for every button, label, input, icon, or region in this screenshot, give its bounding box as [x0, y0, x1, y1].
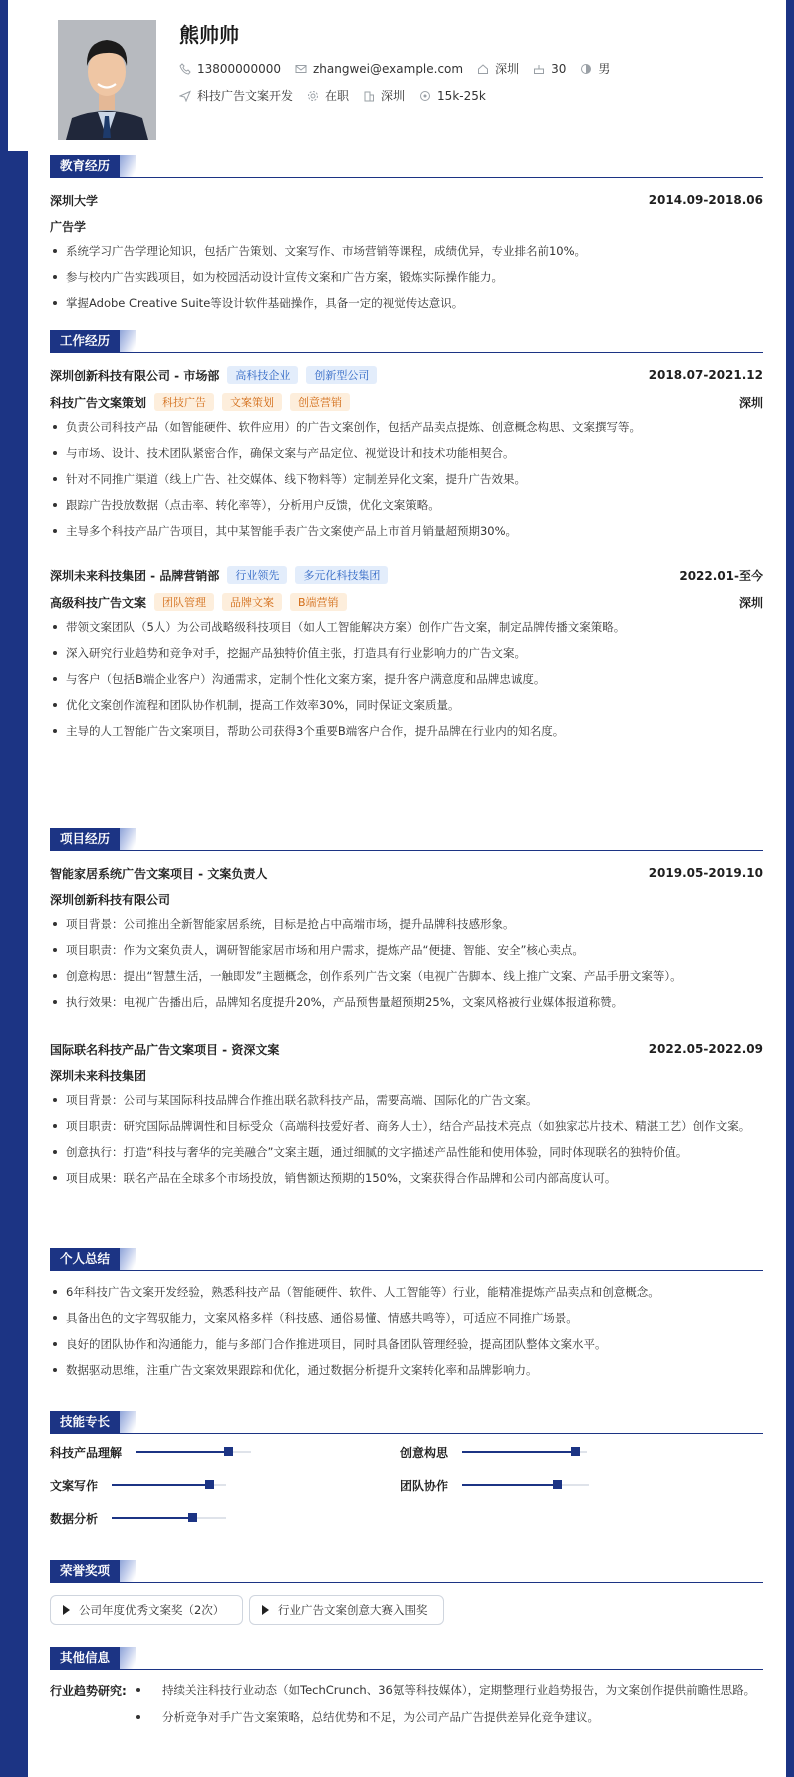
job-1-role: 科技广告文案策划: [50, 395, 147, 410]
skill-knob: [205, 1480, 214, 1489]
list-item: 项目职责：作为文案负责人，调研智能家居市场和用户需求，提炼产品“便捷、智能、安全”核心卖点。: [50, 941, 763, 959]
section-divider: [50, 352, 763, 353]
skills-section-title: [50, 1411, 120, 1433]
list-item: 数据驱动思维，注重广告文案效果跟踪和优化，通过数据分析提升文案转化率和品牌影响力。: [50, 1361, 763, 1379]
email-item: [295, 62, 463, 76]
skill-knob: [188, 1513, 197, 1522]
education-title: 教育经历: [50, 155, 120, 177]
skill-fill: [462, 1484, 557, 1486]
list-item: 创意构思：提出“智慧生活，一触即发”主题概念，创作系列广告文案（电视广告脚本、线上推广文案、产品手册文案等）。: [50, 967, 763, 985]
project-2-period: 2022.05-2022.09: [648, 1042, 763, 1056]
status-item: [307, 87, 349, 104]
skill-label: 数据分析: [50, 1511, 99, 1526]
project-1-org-row: [50, 889, 763, 909]
role-tag: 科技广告: [154, 393, 214, 411]
age-text: 30: [551, 61, 567, 76]
section-divider: [50, 1433, 763, 1434]
position-text: 科技广告文案开发: [197, 89, 294, 103]
trend-research-label: 行业趋势研究:: [50, 1684, 127, 1698]
award-text: 行业广告文案创意大赛入围奖: [278, 1603, 428, 1617]
list-item: 执行效果：电视广告播出后，品牌知名度提升20%，产品预售量超预期25%，文案风格被行业媒体报道称赞。: [50, 993, 763, 1011]
target-city-text: 深圳: [381, 89, 406, 103]
project-1-org: 深圳创新科技有限公司: [50, 892, 171, 907]
list-item: 项目背景：公司推出全新智能家居系统，目标是抢占中高端市场，提升品牌科技感形象。: [50, 915, 763, 933]
role-tag: 品牌文案: [222, 593, 282, 611]
job-intention-row: [179, 87, 500, 104]
list-item: 创意执行：打造“科技与奢华的完美融合”文案主题，通过细腻的文字描述产品性能和使用体验，同时体现联名的独特价值。: [50, 1143, 763, 1161]
email-text: zhangwei@example.com: [312, 61, 464, 76]
skill-label: 文案写作: [50, 1478, 99, 1493]
gender-item: [580, 60, 610, 77]
job-1-city: 深圳: [738, 395, 763, 410]
company-tag: 多元化科技集团: [295, 566, 388, 584]
job-1-company: 深圳创新科技有限公司 - 市场部: [50, 368, 220, 383]
award-text: 公司年度优秀文案奖（2次）: [79, 1603, 225, 1617]
job-2-role: 高级科技广告文案: [50, 595, 147, 610]
job-2-head: [50, 565, 763, 585]
list-item: 主导的人工智能广告文案项目，帮助公司获得3个重要B端客户合作，提升品牌在行业内的知名度。: [50, 722, 763, 740]
role-tag: 团队管理: [154, 593, 214, 611]
job-2-bullets: [50, 618, 763, 748]
section-divider: [50, 1270, 763, 1271]
skill-bar: [462, 1451, 587, 1453]
resume-page: [8, 0, 786, 1777]
list-item: 掌握Adobe Creative Suite等设计软件基础操作，具备一定的视觉传达意识。: [50, 294, 763, 312]
list-item: 带领文案团队（5人）为公司战略级科技项目（如人工智能解决方案）创作广告文案，制定品牌传播文案策略。: [50, 618, 763, 636]
list-item: 6年科技广告文案开发经验，熟悉科技产品（智能硬件、软件、人工智能等）行业，能精准提炼产品卖点和创意概念。: [50, 1283, 763, 1301]
contact-info-row: [179, 60, 624, 77]
list-item: 项目职责：研究国际品牌调性和目标受众（高端科技爱好者、商务人士），结合产品技术亮点（如独家芯片技术、精湛工艺）创作文案。: [50, 1117, 763, 1135]
education-period: 2014.09-2018.06: [648, 193, 763, 207]
location-text: 深圳: [495, 62, 520, 76]
project-2-head: [50, 1039, 763, 1059]
play-icon: [63, 1605, 70, 1615]
summary-bullets: [50, 1283, 763, 1387]
skill-bar: [112, 1517, 226, 1519]
skill-label: 创意构思: [400, 1445, 449, 1460]
list-item: 针对不同推广渠道（线上广告、社交媒体、线下物料等）定制差异化文案，提升广告效果。: [50, 470, 763, 488]
company-tag: 行业领先: [227, 566, 287, 584]
project-2-org: 深圳未来科技集团: [50, 1068, 147, 1083]
project-2-org-row: [50, 1065, 763, 1085]
list-item: 跟踪广告投放数据（点击率、转化率等），分析用户反馈，优化文案策略。: [50, 496, 763, 514]
skill-fill: [112, 1517, 192, 1519]
candidate-name: 熊帅帅: [179, 23, 239, 47]
award-item: [249, 1595, 444, 1625]
list-item: 优化文案创作流程和团队协作机制，提高工作效率30%，同时保证文案质量。: [50, 696, 763, 714]
award-item: [50, 1595, 243, 1625]
project-2-bullets: [50, 1091, 763, 1195]
list-item: 主导多个科技产品广告项目，其中某智能手表广告文案使产品上市首月销量超预期30%。: [50, 522, 763, 540]
mail-icon: [295, 63, 307, 75]
role-tag: 创意营销: [290, 393, 350, 411]
settings-icon: [307, 90, 319, 102]
section-divider: [50, 850, 763, 851]
job-2-role-row: [50, 592, 763, 612]
company-tag: 高科技企业: [227, 366, 298, 384]
awards-section-title: [50, 1560, 120, 1582]
section-divider: [50, 1582, 763, 1583]
project-1-bullets: [50, 915, 763, 1019]
building-icon: [363, 90, 375, 102]
coin-icon: [419, 90, 431, 102]
resume-body: [28, 151, 786, 1777]
other-section-title: [50, 1647, 120, 1669]
target-city-item: [363, 87, 405, 104]
major-name: 广告学: [50, 219, 87, 234]
list-item: 系统学习广告学理论知识，包括广告策划、文案写作、市场营销等课程，成绩优异，专业排名前10%。: [50, 242, 763, 260]
gender-text: 男: [598, 62, 611, 76]
list-item: 分析竞争对手广告文案策略，总结优势和不足，为公司产品广告提供差异化竞争建议。: [130, 1708, 763, 1727]
send-icon: [179, 90, 191, 102]
phone-item: [179, 62, 281, 76]
major-row: [50, 216, 763, 236]
job-1-period: 2018.07-2021.12: [648, 368, 763, 382]
skill-bar: [136, 1451, 251, 1453]
job-2-city: 深圳: [738, 595, 763, 610]
gender-icon: [580, 63, 592, 75]
work-section-title: [50, 330, 120, 352]
job-1-bullets: [50, 418, 763, 548]
project-1-period: 2019.05-2019.10: [648, 866, 763, 880]
profile-header: [8, 0, 786, 151]
phone-icon: [179, 63, 191, 75]
section-divider: [50, 177, 763, 178]
skill-knob: [553, 1480, 562, 1489]
skill-bar: [112, 1484, 226, 1486]
list-item: 良好的团队协作和沟通能力，能与多部门合作推进项目，同时具备团队管理经验，提高团队整体文案水平。: [50, 1335, 763, 1353]
position-item: [179, 87, 293, 104]
role-tag: 文案策划: [222, 393, 282, 411]
job-2-period: 2022.01-至今: [679, 568, 763, 583]
list-item: 持续关注科技行业动态（如TechCrunch、36氪等科技媒体），定期整理行业趋势报告，为文案创作提供前瞻性思路。: [130, 1681, 763, 1700]
projects-title: 项目经历: [50, 828, 120, 850]
list-item: 与客户（包括B端企业客户）沟通需求，定制个性化文案方案，提升客户满意度和品牌忠诚度。: [50, 670, 763, 688]
skill-label: 团队协作: [400, 1478, 449, 1493]
salary-text: 15k-25k: [437, 88, 486, 103]
skill-fill: [462, 1451, 575, 1453]
location-item: [477, 60, 519, 77]
list-item: 项目背景：公司与某国际科技品牌合作推出联名款科技产品，需要高端、国际化的广告文案。: [50, 1091, 763, 1109]
education-bullets: [50, 242, 763, 320]
skill-bar: [462, 1484, 589, 1486]
list-item: 负责公司科技产品（如智能硬件、软件应用）的广告文案创作，包括产品卖点提炼、创意概念构思、文案撰写等。: [50, 418, 763, 436]
list-item: 项目成果：联名产品在全球多个市场投放，销售额达预期的150%，文案获得合作品牌和公司内部高度认可。: [50, 1169, 763, 1187]
phone-text: 13800000000: [197, 61, 281, 76]
skill-knob: [571, 1447, 580, 1456]
list-item: 具备出色的文字驾驭能力，文案风格多样（科技感、通俗易懂、情感共鸣等），可适应不同推广场景。: [50, 1309, 763, 1327]
age-item: [533, 62, 566, 76]
summary-section-title: [50, 1248, 120, 1270]
salary-item: [419, 89, 486, 103]
section-divider: [50, 1669, 763, 1670]
summary-title: 个人总结: [50, 1248, 120, 1270]
skill-label: 科技产品理解: [50, 1445, 123, 1460]
profile-photo: [58, 20, 156, 140]
status-text: 在职: [325, 89, 350, 103]
list-item: 深入研究行业趋势和竞争对手，挖掘产品独特价值主张，打造具有行业影响力的广告文案。: [50, 644, 763, 662]
job-1-role-row: [50, 392, 763, 412]
project-1-head: [50, 863, 763, 883]
work-title: 工作经历: [50, 330, 120, 352]
skills-title: 技能专长: [50, 1411, 120, 1433]
other-bullets: [130, 1681, 763, 1735]
role-tag: B端营销: [290, 593, 347, 611]
projects-section-title: [50, 828, 120, 850]
other-title: 其他信息: [50, 1647, 120, 1669]
education-entry-head: [50, 190, 763, 210]
home-icon: [477, 63, 489, 75]
skill-knob: [224, 1447, 233, 1456]
skill-fill: [136, 1451, 228, 1453]
education-section-title: [50, 155, 120, 177]
list-item: 与市场、设计、技术团队紧密合作，确保文案与产品定位、视觉设计和技术功能相契合。: [50, 444, 763, 462]
company-tag: 创新型公司: [306, 366, 377, 384]
cake-icon: [533, 63, 545, 75]
project-2-name: 国际联名科技产品广告文案项目 - 资深文案: [50, 1042, 280, 1057]
job-2-company: 深圳未来科技集团 - 品牌营销部: [50, 568, 220, 583]
skill-fill: [112, 1484, 209, 1486]
school-name: 深圳大学: [50, 193, 99, 208]
play-icon: [262, 1605, 269, 1615]
awards-title: 荣誉奖项: [50, 1560, 120, 1582]
list-item: 参与校内广告实践项目，如为校园活动设计宣传文案和广告方案，锻炼实际操作能力。: [50, 268, 763, 286]
project-1-name: 智能家居系统广告文案项目 - 文案负责人: [50, 866, 268, 881]
job-1-head: [50, 365, 763, 385]
